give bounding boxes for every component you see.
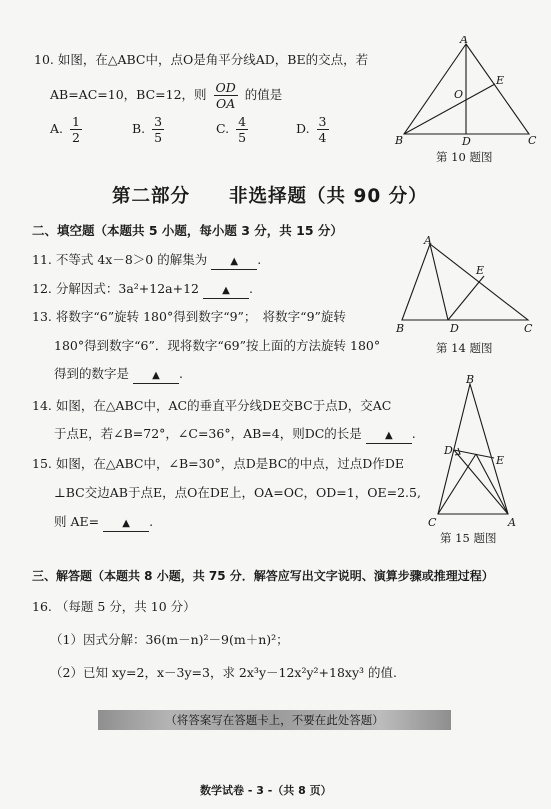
page-footer: 数学试卷 - 3 -（共 8 页） [200, 784, 332, 797]
fig14-triangle-abc [402, 244, 528, 320]
option-a [50, 114, 132, 145]
q15-line1 [32, 454, 404, 472]
option-a-numerator: 1 [72, 114, 80, 129]
q16-part1: （1）因式分解：36(m－n)²－9(m＋n)²； [50, 632, 289, 647]
q14-answer-blank [366, 427, 412, 444]
option-b-label: B. [132, 121, 146, 136]
figure-14-caption: 第 14 题图 [436, 341, 493, 355]
fig10-label-c: C [528, 134, 537, 147]
option-b [132, 114, 216, 145]
q10-line1 [34, 50, 368, 68]
q15-text-line2: ⊥BC交边AB于点E，点O在DE上，OA=OC，OD=1，OE=2.5, [54, 485, 421, 500]
fig14-label-b: B [396, 322, 405, 335]
q13-end: . [179, 366, 183, 381]
option-d-fraction [317, 114, 329, 145]
option-d [296, 114, 356, 145]
fig15-label-e: E [496, 454, 505, 467]
figure-10 [392, 36, 542, 148]
fig10-label-b: B [395, 134, 404, 147]
fig15-label-b: B [466, 373, 475, 386]
q14-line1 [32, 396, 391, 414]
fig14-label-e: E [476, 264, 485, 277]
section-2-heading: 二、填空题（本题共 5 小题，每小题 3 分，共 15 分） [32, 223, 343, 238]
fig10-bisector-be [404, 84, 495, 134]
q13-text-line2: 180°得到数字“6”．现将数字“69”按上面的方法旋转 180° [54, 338, 381, 353]
q11-blank-mark: ▲ [230, 256, 239, 267]
q15-text-line1: 如图，在△ABC中，∠B=30°，点D是BC的中点，过点D作DE [55, 456, 404, 471]
option-c [216, 114, 296, 145]
option-a-label: A. [50, 121, 64, 136]
q12 [32, 279, 253, 299]
fig10-label-d: D [462, 135, 471, 148]
q12-answer-blank [203, 282, 249, 299]
q12-end: . [249, 281, 253, 296]
option-c-numerator: 4 [238, 114, 247, 129]
q15-end: . [149, 514, 154, 529]
option-d-label: D. [296, 121, 310, 136]
q10-fraction [214, 80, 238, 111]
q12-text: 分解因式：3a²+12a+12 [55, 281, 200, 296]
q13-blank-mark: ▲ [152, 370, 160, 381]
q11-end: . [257, 252, 262, 267]
fig10-label-e: E [496, 74, 505, 87]
q14-number: 14. [32, 398, 52, 413]
q10-fraction-numerator: OD [215, 80, 236, 95]
q12-number: 12. [32, 281, 52, 296]
q13-line1 [32, 307, 346, 325]
q15-number: 15. [32, 456, 52, 471]
figure-14 [392, 236, 542, 336]
fig14-label-a: A [424, 236, 432, 247]
figure-15 [424, 372, 524, 532]
fig14-label-d: D [450, 322, 459, 335]
q14-text-line1: 如图，在△ABC中，AC的垂直平分线DE交BC于点D，交AC [55, 398, 392, 413]
q10-text-line1: 如图，在△ABC中，点O是角平分线AD，BE的交点，若 [57, 52, 369, 67]
part2-title: 第二部分 非选择题（共 90 分） [112, 186, 428, 207]
q13-text-line1: 将数字“6”旋转 180°得到数字“9”； 将数字“9”旋转 [55, 309, 346, 324]
q15-text-line3: 则 AE= [54, 514, 100, 529]
q15-blank-mark: ▲ [122, 518, 130, 529]
section-3-heading: 三、解答题（本题共 8 小题，共 75 分．解答应写出文字说明、演算步骤或推理过程） [32, 569, 494, 583]
option-b-fraction [152, 114, 164, 145]
option-a-denominator: 2 [72, 130, 80, 145]
option-c-denominator: 5 [238, 130, 247, 145]
q10-fraction-denominator: OA [216, 96, 236, 111]
fig15-segment-oc [438, 454, 476, 514]
q10-number: 10. [34, 52, 54, 67]
q14-end: . [411, 426, 416, 441]
option-c-fraction [236, 114, 248, 145]
q10-line2 [50, 80, 282, 111]
option-d-numerator: 3 [318, 114, 327, 129]
fig15-label-a: A [508, 516, 516, 529]
option-a-fraction [70, 114, 82, 145]
answer-on-card-banner: （将答案写在答题卡上，不要在此处答题） [98, 710, 451, 730]
q10-text-line2-post: 的值是 [244, 87, 283, 102]
q14-blank-mark: ▲ [384, 430, 393, 441]
q14-text-line2: 于点E，若∠B=72°，∠C=36°，AB=4，则DC的长是 [54, 426, 362, 441]
q11-number: 11. [32, 252, 52, 267]
q10-text-line2-pre: AB=AC=10，BC=12，则 [50, 87, 207, 102]
option-c-label: C. [216, 121, 230, 136]
option-b-numerator: 3 [154, 114, 163, 129]
fig15-label-c: C [428, 516, 437, 529]
q11-text: 不等式 4x－8＞0 的解集为 [55, 252, 208, 267]
figure-15-caption: 第 15 题图 [440, 531, 497, 545]
fig14-perp-bisector-de [448, 276, 484, 320]
q13-number: 13. [32, 309, 52, 324]
q13-answer-blank [133, 367, 179, 384]
q11 [32, 250, 261, 270]
q16-number: 16. [32, 599, 52, 614]
q13-text-line3: 得到的数字是 [54, 366, 130, 381]
q16-head [32, 597, 196, 615]
q14-line2 [54, 424, 416, 444]
q12-blank-mark: ▲ [222, 285, 230, 296]
fig14-label-c: C [524, 322, 533, 335]
fig10-label-a: A [460, 36, 468, 46]
q16-part2: （2）已知 xy=2，x－3y=3，求 2x³y－12x²y²+18xy³ 的值. [50, 665, 397, 680]
q15-answer-blank [103, 515, 149, 532]
q13-line3 [54, 364, 183, 384]
q15-line3 [54, 512, 153, 532]
fig10-label-o: O [454, 88, 464, 101]
fig15-label-d: D [444, 444, 453, 457]
option-b-denominator: 5 [154, 130, 163, 145]
q11-answer-blank [211, 253, 257, 270]
q16-heading: （每题 5 分，共 10 分） [55, 599, 196, 614]
option-d-denominator: 4 [318, 130, 327, 145]
q10-options [50, 114, 356, 145]
figure-10-caption: 第 10 题图 [436, 150, 493, 164]
